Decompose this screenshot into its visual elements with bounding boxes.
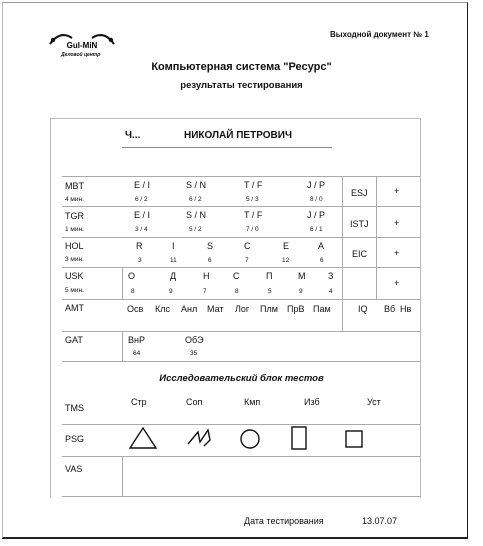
- rectangle-shape: [292, 427, 306, 449]
- mbt-value-3: 5 / 3: [246, 196, 259, 203]
- test-date-label: Дата тестирования: [244, 516, 324, 526]
- amt-extra-iq: IQ: [358, 304, 368, 314]
- mbt-pair-1: E / I: [134, 180, 151, 190]
- tgr-value-4: 6 / 1: [310, 226, 323, 233]
- amt-col-2: Клс: [155, 304, 170, 314]
- amt-extra-vb: Вб: [384, 304, 396, 314]
- psg-shapes: [128, 426, 388, 452]
- mbt-value-1: 6 / 2: [135, 196, 148, 203]
- tgr-pair-1: E / I: [134, 210, 151, 220]
- tms-col-3: Кмп: [244, 397, 261, 407]
- circle-shape: [241, 430, 259, 448]
- page-subtitle: результаты тестирования: [180, 80, 303, 91]
- usk-letter-4: С: [233, 271, 240, 281]
- tgr-pair-2: S / N: [186, 210, 207, 220]
- tms-col-4: Изб: [304, 397, 320, 407]
- tms-col-1: Стр: [131, 397, 147, 407]
- hol-label: HOL: [65, 241, 84, 251]
- amt-col-6: Плм: [260, 304, 278, 314]
- person-name: НИКОЛАЙ ПЕТРОВИЧ: [184, 130, 292, 141]
- hol-letter-6: A: [318, 241, 325, 251]
- hol-value-3: 6: [208, 257, 212, 264]
- usk-value-6: 9: [299, 288, 303, 295]
- amt-col-4: Мат: [207, 304, 224, 314]
- hol-letter-4: C: [244, 241, 251, 251]
- mbt-pair-2: S / N: [186, 180, 207, 190]
- usk-value-7: 4: [329, 288, 333, 295]
- hol-value-2: 11: [170, 257, 177, 264]
- mbt-pair-3: T / F: [244, 180, 263, 190]
- person-initial: Ч...: [125, 130, 141, 141]
- tgr-label: TGR: [65, 211, 84, 221]
- amt-col-3: Анл: [181, 304, 198, 314]
- page-title: Компьютерная система "Ресурс": [151, 61, 332, 73]
- gat-col-1: ВнР: [128, 335, 145, 345]
- logo-subtitle: Деловой центр: [61, 52, 101, 58]
- tgr-value-2: 5 / 2: [189, 226, 202, 233]
- test-date-value: 13.07.07: [362, 516, 398, 526]
- tms-col-5: Уст: [367, 397, 381, 407]
- usk-value-4: 8: [235, 288, 239, 295]
- amt-col-5: Лог: [235, 304, 250, 314]
- usk-label: USK: [65, 271, 84, 281]
- usk-letter-6: М: [298, 271, 306, 281]
- tgr-pair-4: J / P: [307, 210, 326, 220]
- gat-col-2: ОбЭ: [185, 335, 204, 345]
- amt-col-8: Пам: [313, 304, 331, 314]
- gat-value-1: 64: [133, 350, 141, 357]
- side-code-2: ISTJ: [350, 219, 369, 229]
- research-block-title: Исследовательский блок тестов: [159, 373, 324, 384]
- tms-col-2: Соп: [186, 397, 203, 407]
- hol-value-1: 3: [138, 257, 142, 264]
- hol-letter-2: I: [172, 241, 175, 251]
- usk-value-3: 7: [203, 288, 207, 295]
- zigzag-shape: [188, 430, 210, 446]
- hol-value-4: 7: [245, 257, 249, 264]
- usk-value-5: 5: [268, 288, 272, 295]
- side-mark-1: +: [394, 186, 400, 196]
- triangle-shape: [130, 428, 156, 448]
- usk-letter-2: Д: [170, 271, 177, 281]
- gat-label: GAT: [65, 335, 83, 345]
- mbt-pair-4: J / P: [307, 180, 326, 190]
- usk-letter-5: П: [266, 271, 273, 281]
- logo-image: [46, 26, 118, 54]
- mbt-label: MBT: [65, 181, 84, 191]
- tgr-pair-3: T / F: [244, 210, 263, 220]
- hol-letter-3: S: [207, 241, 214, 251]
- tms-label: TMS: [65, 403, 84, 413]
- hol-letter-1: R: [136, 241, 143, 251]
- mbt-value-2: 6 / 2: [189, 196, 202, 203]
- hol-time: 3 мин.: [65, 256, 84, 263]
- hol-value-5: 12: [282, 257, 290, 264]
- amt-extra-nv: Нв: [400, 304, 412, 314]
- usk-letter-1: О: [128, 271, 136, 281]
- square-shape: [346, 431, 362, 447]
- tgr-value-1: 3 / 4: [135, 226, 148, 233]
- hol-letter-5: E: [283, 241, 290, 251]
- usk-letter-7: З: [328, 271, 334, 281]
- tgr-value-3: 7 / 0: [246, 226, 259, 233]
- side-code-3: EIC: [352, 249, 368, 259]
- usk-value-1: 8: [131, 288, 135, 295]
- mbt-time: 4 мин.: [65, 196, 84, 203]
- usk-time: 5 мин.: [65, 287, 84, 294]
- side-code-1: ESJ: [351, 188, 368, 198]
- hol-value-6: 6: [320, 257, 324, 264]
- amt-col-1: Осв: [127, 304, 144, 314]
- usk-value-2: 9: [169, 288, 173, 295]
- usk-letter-3: Н: [203, 271, 210, 281]
- amt-label: AMT: [65, 303, 84, 313]
- vas-label: VAS: [65, 464, 83, 474]
- gat-value-2: 35: [190, 350, 198, 357]
- side-mark-4: +: [394, 278, 400, 288]
- logo-text: Gul-MiN: [66, 41, 98, 50]
- document-number: Выходной документ № 1: [330, 30, 429, 39]
- side-mark-2: +: [394, 218, 400, 228]
- mbt-value-4: 8 / 0: [310, 196, 323, 203]
- psg-label: PSG: [65, 434, 85, 444]
- side-mark-3: +: [394, 248, 400, 258]
- tgr-time: 1 мин.: [65, 226, 84, 233]
- amt-col-7: ПрВ: [287, 304, 305, 314]
